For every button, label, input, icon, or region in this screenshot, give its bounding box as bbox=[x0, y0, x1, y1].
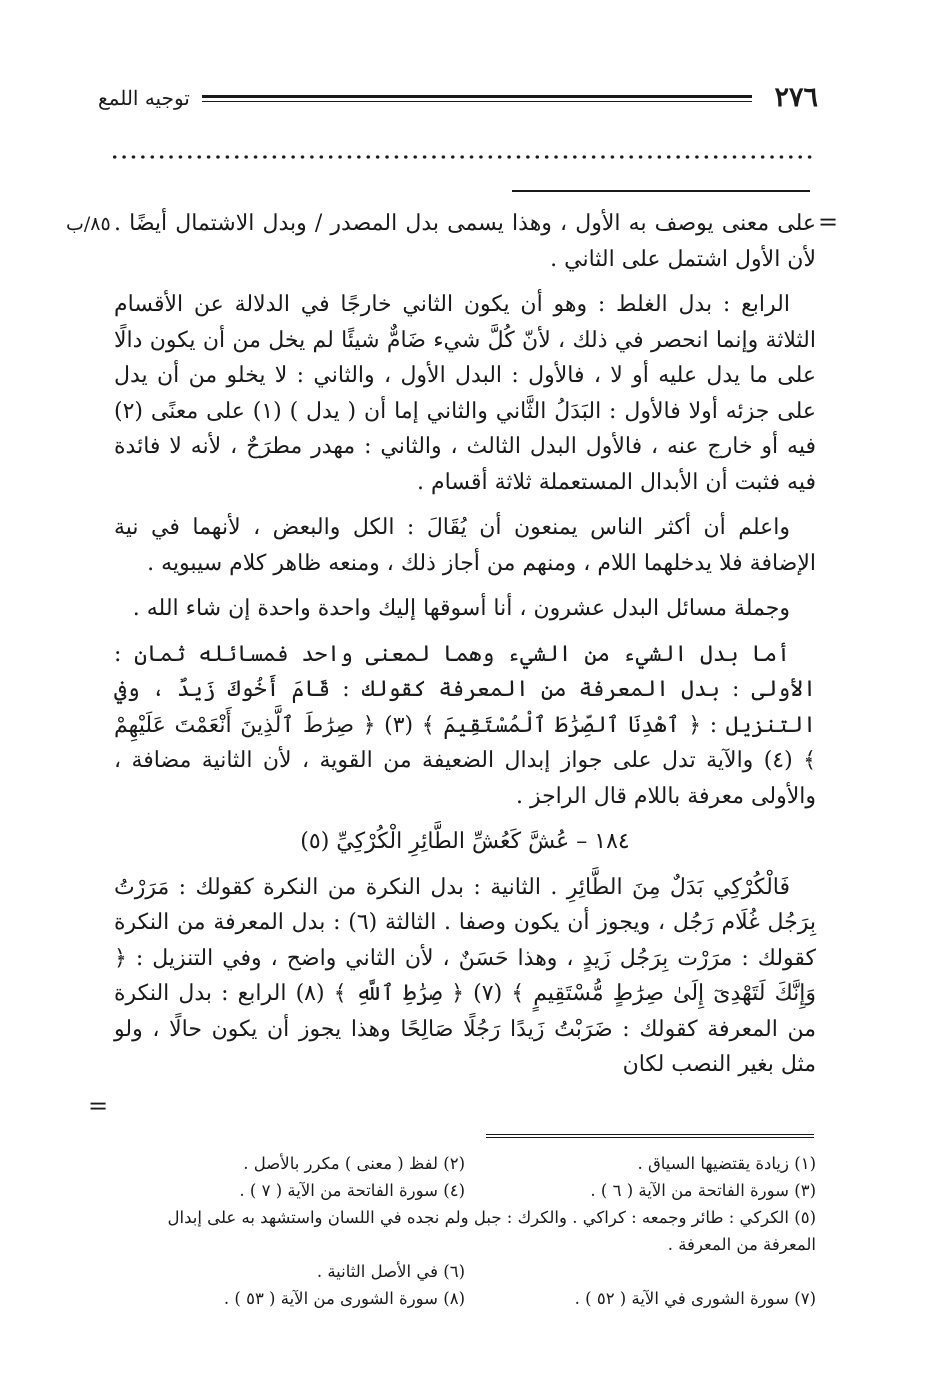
continuation-mark: = bbox=[818, 208, 839, 236]
footnote-6: (٦) في الأصل الثانية . bbox=[316, 1262, 465, 1281]
footnote-row bbox=[114, 1177, 816, 1204]
page-end-mark: = bbox=[88, 1092, 109, 1120]
footnote-2: (٢) لفظ ( معنى ) مكرر بالأصل . bbox=[243, 1154, 465, 1173]
footnote-spacer bbox=[465, 1258, 816, 1285]
footnote-row bbox=[114, 1150, 816, 1177]
paragraph-3: واعلم أن أكثر الناس يمنعون أن يُقَالَ : الكل والبعض ، لأنهما في نية الإضافة فلا يدخلهما اللام ، ومنهم من أجاز ذلك ، ومنعه ظاهر كلام سيبويه . bbox=[114, 515, 816, 576]
footnote-5: (٥) الكركي : طائر وجمعه : كراكي . والكرك : جبل ولم نجده في اللسان واستشهد به على إبدال المعرفة من المعرفة . bbox=[167, 1208, 816, 1254]
running-title: توجيه اللمع bbox=[98, 86, 190, 110]
footnote-row bbox=[114, 1285, 816, 1312]
paragraph-4: وجملة مسائل البدل عشرون ، أنا أسوقها إليك واحدة واحدة إن شاء الله . bbox=[132, 596, 790, 621]
top-separator-line bbox=[512, 190, 810, 192]
footnote-3: (٣) سورة الفاتحة من الآية ( ٦ ) . bbox=[590, 1181, 816, 1200]
footnotes bbox=[114, 1150, 816, 1312]
footnote-8: (٨) سورة الشورى من الآية ( ٥٣ ) . bbox=[223, 1289, 465, 1308]
verse-line: ١٨٤ – عُشَّ كَعُشِّ الطَّائِرِ الْكُرْكِيِّ (٥) bbox=[300, 829, 630, 854]
footnote-separator bbox=[486, 1134, 814, 1138]
main-text bbox=[114, 206, 816, 1093]
footnote-7: (٧) سورة الشورى في الآية ( ٥٢ ) . bbox=[574, 1289, 816, 1308]
page-number: ٢٧٦ bbox=[774, 82, 818, 113]
paragraph-1: على معنى يوصف به الأول ، وهذا يسمى بدل المصدر / وبدل الاشتمال أيضًا . لأن الأول اشتمل على الثاني . bbox=[114, 211, 816, 272]
footnote-4: (٤) سورة الفاتحة من الآية ( ٧ ) . bbox=[239, 1181, 465, 1200]
footnote-row bbox=[114, 1258, 816, 1285]
header-rule bbox=[202, 95, 752, 102]
paragraph-2: الرابع : بدل الغلط : وهو أن يكون الثاني خارجًا في الدلالة عن الأقسام الثلاثة وإنما انحصر في ذلك ، لأنّ كُلَّ شيء ضَامٌّ شيئًا لم يخل من أن يكون دالًا على ما يدل عليه أو لا ، فالأول : البدل الأول ، والثاني : لا يخلو من أن يدل على جزئه أولا فالأول : البَدَلُ الثَّاني والثاني إما أن ( يدل ) (١) على معنًى (٢) فيه أو خارج عنه ، فالأول البدل الثالث ، والثاني : مهدر مطرَحٌ ، لأنه لا فائدة فيه فثبت أن الأبدال المستعملة ثلاثة أقسام . bbox=[114, 292, 816, 495]
paragraph-5: أما بدل الشيء من الشيء وهما لمعنى واحد فمسائله ثمان : الأولى : بدل المعرفة من المعرفة كقولك : قَامَ أَخُوكَ زَيدٌ ، وفي التنزيل : ﴿ ٱهْدِنَا ٱلصِّرَٰطَ ٱلْمُسْتَقِيمَ ﴾ (٣) ﴿ صِرَٰطَ ٱلَّذِينَ أَنْعَمْتَ عَلَيْهِمْ ﴾ (٤) والآية تدل على جواز إبدال الضعيفة من القوية ، لأن الثانية مضافة ، والأولى معرفة باللام قال الراجز . bbox=[114, 641, 816, 809]
paragraph-6: فَالْكُرْكِي بَدَلٌ مِنَ الطَّائِرِ . الثانية : بدل النكرة من النكرة كقولك : مَرَرْتُ بِرَجُل غُلَام رَجُل ، ويجوز أن يكون وصفا . الثالثة (٦) : بدل المعرفة من النكرة كقولك : مرَرْت بِرَجُل زَيدٍ ، وهذا حَسَنٌ ، لأن الثاني واضح ، وفي التنزيل : ﴿ وَإِنَّكَ لَتَهْدِىٓ إِلَىٰ صِرَٰطٍ مُّسْتَقِيمٍ ﴾ (٧) ﴿ صِرَٰطِ ٱللَّهِ ﴾ (٨) الرابع : بدل النكرة من المعرفة كقولك : ضَرَبْتُ زَيدًا رَجُلًا صَالِحًا وهذا يجوز أن يكون حالًا ، ولو مثل بغير النصب لكان bbox=[114, 874, 817, 1077]
page-header bbox=[98, 82, 818, 122]
dotted-divider bbox=[110, 150, 814, 164]
footnote-1: (١) زيادة يقتضيها السياق . bbox=[637, 1154, 816, 1173]
folio-note: ٨٥/ب bbox=[66, 213, 111, 235]
